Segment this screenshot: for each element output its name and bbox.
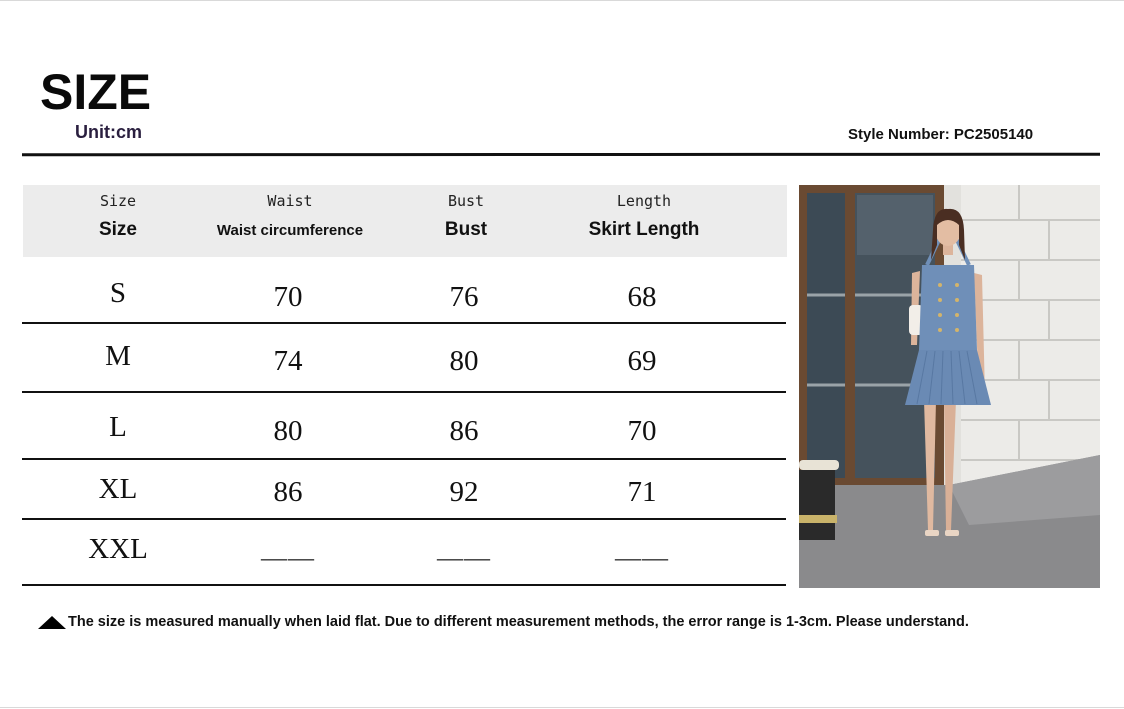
bust-cell: —— xyxy=(437,543,491,572)
product-photo-illustration xyxy=(799,185,1100,588)
bust-cell: 80 xyxy=(449,345,479,377)
length-cell: 70 xyxy=(627,415,657,447)
column-header-size xyxy=(45,185,191,257)
length-cell: 71 xyxy=(627,476,657,508)
waist-cell: —— xyxy=(261,543,315,572)
column-header-top: Bust xyxy=(447,192,485,210)
column-header-label: Size xyxy=(98,219,138,240)
column-header-label: Waist circumference xyxy=(216,222,364,239)
row-divider xyxy=(22,518,786,520)
column-header-top: Waist xyxy=(267,192,313,210)
column-header-top: Size xyxy=(99,192,137,210)
bust-cell: 86 xyxy=(449,415,479,447)
size-cell: XL xyxy=(98,473,138,505)
column-header-label: Bust xyxy=(444,219,488,240)
bust-cell: 92 xyxy=(449,476,479,508)
header-divider xyxy=(22,153,1100,157)
waist-cell: 86 xyxy=(273,476,303,508)
column-header-top: Length xyxy=(616,192,672,210)
column-header-waist xyxy=(205,185,375,257)
row-divider xyxy=(22,584,786,586)
measurement-note xyxy=(38,614,969,630)
size-cell: M xyxy=(105,340,131,372)
table-header xyxy=(23,185,787,257)
style-number: Style Number: PC2505140 xyxy=(848,126,1034,143)
row-divider xyxy=(22,458,786,460)
waist-cell: 80 xyxy=(273,415,303,447)
product-photo xyxy=(799,185,1100,588)
triangle-icon xyxy=(38,616,66,629)
row-divider xyxy=(22,322,786,324)
waist-cell: 74 xyxy=(273,345,303,377)
size-cell: S xyxy=(109,277,127,309)
column-header-length xyxy=(561,185,727,257)
size-cell: L xyxy=(109,411,127,443)
bust-cell: 76 xyxy=(449,281,479,313)
frame-bottom-border xyxy=(0,707,1124,708)
unit-label: Unit:cm xyxy=(75,122,142,142)
column-header-label: Skirt Length xyxy=(588,219,700,240)
measurement-note-text: The size is measured manually when laid flat. Due to different measurement methods, the error range is 1-3cm. Please understand. xyxy=(68,614,969,630)
frame-top-border xyxy=(0,0,1124,1)
length-cell: 69 xyxy=(627,345,657,377)
row-divider xyxy=(22,391,786,393)
waist-cell: 70 xyxy=(273,281,303,313)
length-cell: 68 xyxy=(627,281,657,313)
page-title: SIZE xyxy=(40,64,152,120)
column-header-bust xyxy=(395,185,537,257)
size-cell: XXL xyxy=(88,533,148,565)
length-cell: —— xyxy=(615,543,669,572)
